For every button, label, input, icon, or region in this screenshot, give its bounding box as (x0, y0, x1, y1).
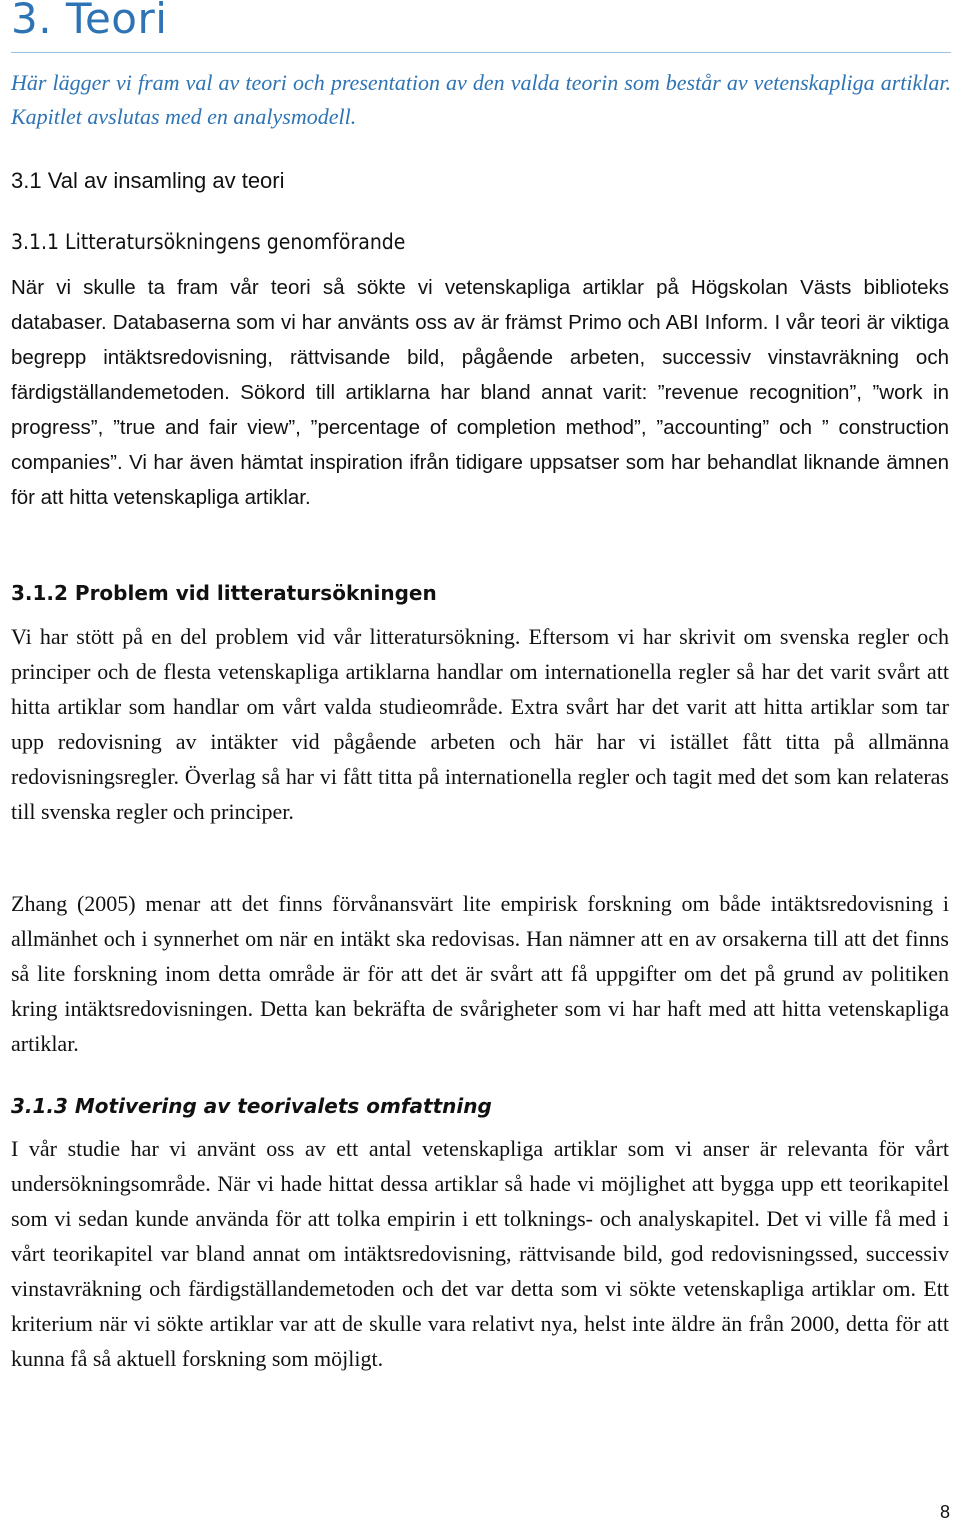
subsection-2-paragraph-2: Zhang (2005) menar att det finns förvånansvärt lite empirisk forskning om både intäktsredovisning i allmänhet och i synnerhet om när en intäkt ska redovisas. Han nämner att en av orsakerna till att det finns så lite forskning inom detta område är för att det är svårt att få uppgifter om det på grund av politiken kring intäktsredovisningen. Detta kan bekräfta de svårigheter som vi har haft med att hitta vetenskapliga artiklar. (11, 891, 949, 1056)
subsection-3-paragraph-1: I vår studie har vi använt oss av ett antal vetenskapliga artiklar som vi anser är relevanta för vårt undersökningsområde. När vi hade hittat dessa artiklar så hade vi möjlighet att bygga upp ett teorikapitel som vi sedan kunde använda för att tolka empirin i ett tolknings- och analyskapitel. Det vi ville få med i vårt teorikapitel var bland annat om intäktsredovisning, rättvisande bild, god redovisningssed, successiv vinstavräkning och färdigställandemetoden och det var detta som vi sökte vetenskapliga artiklar om. Ett kriterium när vi sökte artiklar var att de skulle vara relativt nya, helst inte äldre än från 2000, detta för att kunna få så aktuell forskning som möjligt. (11, 1136, 949, 1371)
title-rule (11, 52, 951, 53)
subsection-1-paragraph-1: När vi skulle ta fram vår teori så sökte vi vetenskapliga artiklar på Högskolan Västs biblioteks databaser. Databaserna som vi har använts oss av är främst Primo och ABI Inform. I vår teori är viktiga begrepp intäktsredovisning, rättvisande bild, pågående arbeten, successiv vinstavräkning och färdigställandemetoden. Sökord till artiklarna har bland annat varit: ”revenue recognition”, ”work in progress”, ”true and fair view”, ”percentage of completion method”, ”accounting” och ” construction companies”. Vi har även hämtat inspiration ifrån tidigare uppsatser som har behandlat liknande ämnen för att hitta vetenskapliga artiklar. (11, 276, 949, 509)
subsection-2-paragraph-1: Vi har stött på en del problem vid vår litteratursökning. Eftersom vi har skrivit om svenska regler och principer och de flesta vetenskapliga artiklarna handlar om internationella regler så har det varit svårt att hitta artiklar som handlar om vårt valda studieområde. Extra svårt har det varit att hitta artiklar som tar upp redovisning av intäkter vid pågående arbeten och här har vi istället fått titta på allmänna redovisningsregler. Överlag så har vi fått titta på internationella regler och tagit med det som kan relateras till svenska regler och principer. (11, 624, 949, 824)
section-heading: 3.1 Val av insamling av teori (11, 168, 285, 193)
chapter-title: 3. Teori (11, 0, 168, 43)
subsection-heading-1: 3.1.1 Litteratursökningens genomförande (11, 230, 406, 254)
subsection-heading-3: 3.1.3 Motivering av teorivalets omfattning (11, 1094, 492, 1118)
page-number: 8 (939, 1502, 950, 1522)
subsection-heading-2: 3.1.2 Problem vid litteratursökningen (11, 581, 437, 605)
chapter-intro: Här lägger vi fram val av teori och presentation av den valda teorin som består av vetenskapliga artiklar. Kapitlet avslutas med en analysmodell. (11, 70, 951, 129)
